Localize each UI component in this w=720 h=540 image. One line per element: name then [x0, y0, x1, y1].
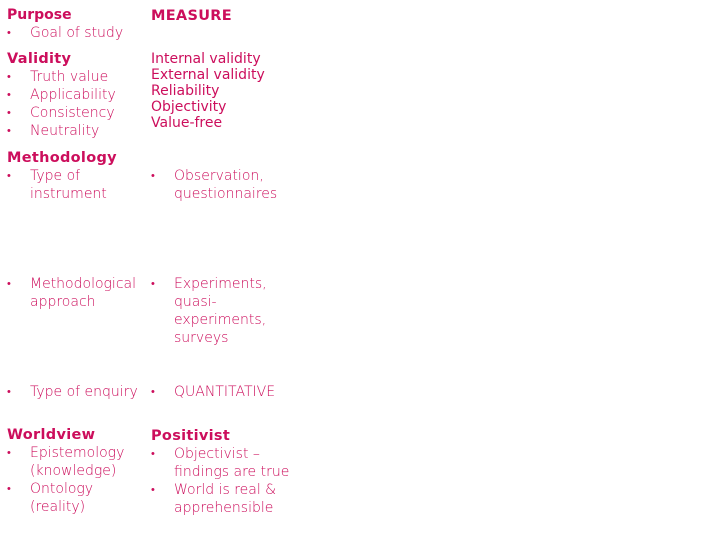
enquiry-section [7, 383, 145, 401]
purpose-heading: Purpose [7, 7, 72, 23]
validity-list [7, 68, 145, 140]
validity-terms [151, 51, 291, 131]
worldview-list [7, 444, 145, 516]
enquiry-list [7, 383, 145, 401]
list-item: • Type of instrument [7, 167, 145, 203]
enquiry-answer-list [151, 383, 291, 401]
methodology-heading: Methodology [7, 150, 117, 166]
approach-section [7, 275, 145, 311]
positivist-heading: Positivist [151, 428, 231, 444]
validity-term: Objectivity [151, 99, 227, 115]
list-item: • Neutrality [7, 122, 145, 140]
purpose-list [7, 24, 145, 42]
worldview-heading: Worldview [7, 427, 96, 443]
validity-heading: Validity [7, 51, 72, 67]
list-item: • QUANTITATIVE [151, 383, 291, 401]
instrument-list [151, 167, 291, 203]
validity-term: Internal validity [151, 51, 261, 67]
list-item: • Type of enquiry [7, 383, 145, 401]
instrument-section [151, 167, 291, 203]
list-item: • Experiments, quasi-experiments, surveys [151, 275, 291, 347]
methodology-list [7, 167, 145, 203]
approach-answer-section [151, 275, 291, 347]
positivist-section [151, 427, 291, 517]
worldview-section [7, 426, 145, 516]
measure-heading: MEASURE [151, 8, 232, 24]
list-item: • Epistemology (knowledge) [7, 444, 145, 480]
list-item: • Objectivist – findings are true [151, 445, 291, 481]
validity-term: Reliability [151, 83, 220, 99]
list-item: • Methodological approach [7, 275, 145, 311]
purpose-section [7, 6, 145, 42]
list-item: • Goal of study [7, 24, 145, 42]
list-item: • Truth value [7, 68, 145, 86]
validity-section [7, 50, 145, 140]
approach-answer-list [151, 275, 291, 347]
approach-list [7, 275, 145, 311]
list-item: • Applicability [7, 86, 145, 104]
positivist-list [151, 445, 291, 517]
enquiry-answer-section [151, 383, 291, 401]
validity-term: External validity [151, 67, 265, 83]
list-item: • Ontology (reality) [7, 480, 145, 516]
measure-section [151, 7, 291, 25]
methodology-section [7, 149, 145, 203]
list-item: • Observation, questionnaires [151, 167, 291, 203]
validity-term: Value-free [151, 115, 223, 131]
list-item: • Consistency [7, 104, 145, 122]
list-item: • World is real & apprehensible [151, 481, 291, 517]
